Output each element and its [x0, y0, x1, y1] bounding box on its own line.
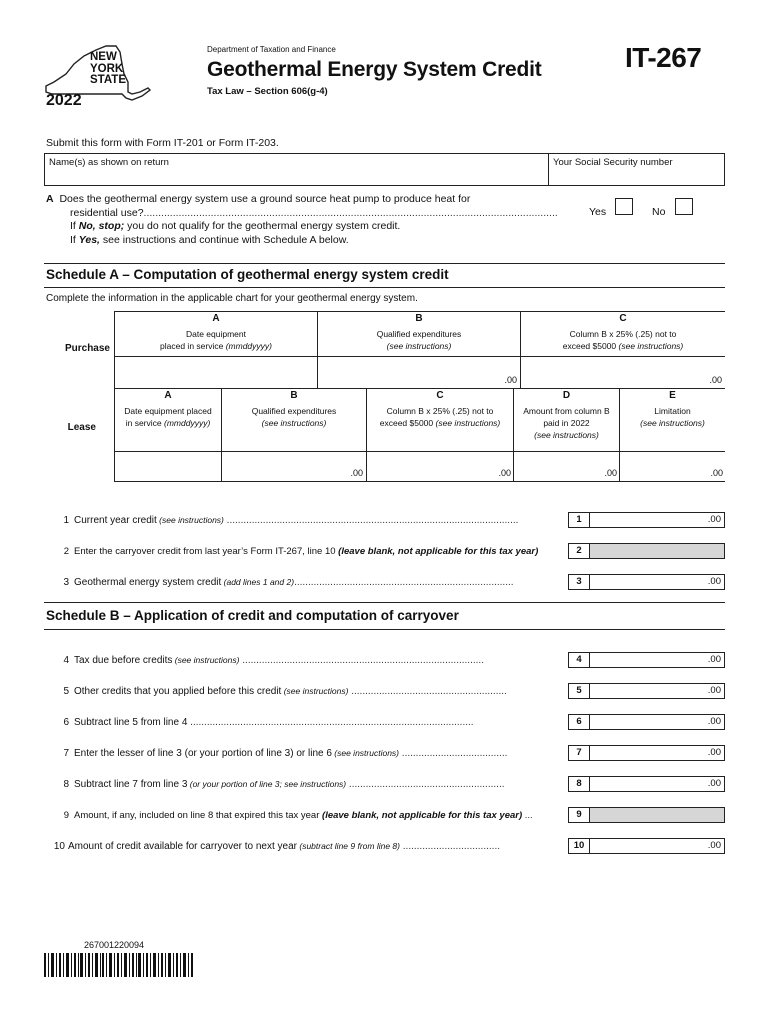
form-number: IT-267	[625, 42, 702, 73]
purchase-expenditures-cents: .00	[504, 375, 517, 385]
if-yes-bold: Yes,	[78, 233, 100, 246]
line-9-text	[53, 810, 533, 821]
line-1-amount-field[interactable]: .00	[590, 512, 725, 528]
purchase-col-a-line2: placed in service	[160, 341, 224, 351]
if-yes-text: see instructions and continue with Schedule A below.	[99, 233, 349, 246]
barcode-icon	[44, 953, 194, 977]
line-8-amount-field[interactable]: .00	[590, 776, 725, 792]
line-3-amount-field[interactable]: .00	[590, 574, 725, 590]
line-5-note: (see instructions)	[281, 686, 349, 696]
lease-limitation-cents: .00	[710, 468, 723, 478]
logo-line-state: STATE	[90, 74, 126, 86]
yes-checkbox[interactable]	[615, 198, 633, 215]
schedule-b-title: Schedule B – Application of credit and computation of carryover	[46, 608, 459, 623]
lease-expenditures-cents: .00	[350, 468, 363, 478]
lease-col-divider-4	[619, 389, 620, 482]
lease-row-label: Lease	[67, 422, 96, 433]
question-a-dots: ..............................................................................................................................................	[143, 206, 558, 219]
lease-credit-cents: .00	[498, 468, 511, 478]
lease-col-b-line1: Qualified expenditures	[251, 406, 337, 416]
submit-instruction: Submit this form with Form IT-201 or Form IT-203.	[46, 137, 279, 149]
question-a-text1: Does the geothermal energy system use a ground source heat pump to produce heat for	[59, 193, 471, 205]
line-7-box-number: 7	[568, 745, 590, 761]
line-5-num: 5	[63, 686, 69, 697]
line-7-text	[53, 748, 507, 759]
line-3-label: Geothermal energy system credit	[74, 577, 222, 588]
lease-col-c-header	[367, 405, 513, 429]
lease-col-e-note: (see instructions)	[640, 418, 705, 428]
line-6-box-number: 6	[568, 714, 590, 730]
line-8-dots: ........................................................	[346, 779, 505, 790]
lease-col-divider-2	[366, 389, 367, 482]
line-9-note: (leave blank, not applicable for this tax year)	[319, 810, 523, 821]
lease-col-c-line1: Column B x 25% (.25) not to	[386, 406, 494, 416]
lease-col-d-letter: D	[562, 390, 571, 401]
lease-col-b-letter: B	[290, 390, 298, 401]
lease-col-a-line1: Date equipment placed	[124, 406, 212, 416]
if-no-lead: If	[70, 220, 79, 232]
line-4-text	[53, 655, 484, 666]
line-4-num: 4	[63, 655, 69, 666]
line-7-dots: ......................................	[399, 748, 508, 759]
line-6-dots: ......................................................................................................	[187, 717, 474, 728]
purchase-col-b-header	[318, 328, 520, 352]
barcode-number: 267001220094	[84, 940, 145, 950]
line-4-amount-field[interactable]: .00	[590, 652, 725, 668]
question-a-text2: residential use?	[70, 206, 144, 219]
line-4-box-number: 4	[568, 652, 590, 668]
purchase-col-c-line2: exceed $5000	[562, 341, 617, 351]
lease-col-c-note: (see instructions)	[435, 418, 501, 428]
lease-col-c-line2: exceed $5000	[379, 418, 434, 428]
line-9-box-number: 9	[568, 807, 590, 823]
lease-col-d-line2: paid in 2022	[543, 418, 590, 428]
taxpayer-info-box	[44, 153, 725, 186]
line-9-dots: ...	[522, 810, 533, 821]
purchase-credit-cents: .00	[709, 375, 722, 385]
line-10-dots: ...................................	[399, 841, 501, 852]
purchase-top-line	[114, 311, 725, 312]
purchase-col-b-note: (see instructions)	[386, 341, 452, 351]
ssn-field[interactable]	[551, 168, 723, 185]
lease-left-line	[114, 389, 115, 482]
tax-law-section: Tax Law – Section 606(g-4)	[207, 86, 328, 97]
logo-line-new: NEW	[90, 51, 117, 63]
lease-col-a-header	[115, 405, 221, 429]
line-4-note: (see instructions)	[172, 655, 240, 665]
lease-bottom-line	[114, 481, 725, 482]
line-7-label: Enter the lesser of line 3 (or your portion of line 3) or line 6	[74, 748, 332, 759]
line-10-text	[47, 841, 500, 852]
lease-col-a-note: (mmddyyyy)	[164, 418, 211, 428]
purchase-table	[44, 311, 725, 389]
line-10-num: 10	[53, 841, 65, 852]
line-8-num: 8	[63, 779, 69, 790]
no-checkbox[interactable]	[675, 198, 693, 215]
form-year: 2022	[46, 92, 82, 109]
yes-label: Yes	[589, 206, 607, 218]
schedule-a-top-rule	[44, 263, 725, 264]
purchase-col-a-line1: Date equipment	[185, 329, 246, 339]
line-4-label: Tax due before credits	[74, 655, 173, 666]
line-1-note: (see instructions)	[156, 515, 224, 525]
name-ssn-divider	[548, 154, 549, 185]
lease-col-e-header	[620, 405, 725, 429]
line-3-note: (add lines 1 and 2)	[221, 577, 295, 587]
lease-col-b-header	[222, 405, 366, 429]
line-3-dots: ...............................................................................	[294, 577, 514, 588]
logo-text	[90, 52, 126, 87]
lease-col-d-note: (see instructions)	[534, 430, 599, 440]
line-2-text	[53, 546, 538, 557]
line-7-num: 7	[63, 748, 69, 759]
name-field[interactable]	[47, 168, 545, 185]
purchase-col-a-note: (mmddyyyy)	[225, 341, 272, 351]
line-6-label: Subtract line 5 from line 4	[74, 717, 188, 728]
line-7-note: (see instructions)	[331, 748, 400, 758]
schedule-a-subtitle: Complete the information in the applicable chart for your geothermal energy system.	[46, 293, 418, 304]
line-9-amount-field	[590, 807, 725, 823]
schedule-a-title: Schedule A – Computation of geothermal energy system credit	[46, 267, 449, 282]
schedule-b-bottom-rule	[44, 629, 725, 630]
if-yes-lead: If	[70, 233, 79, 246]
line-3-box-number: 3	[568, 574, 590, 590]
line-5-box-number: 5	[568, 683, 590, 699]
lease-table	[44, 389, 725, 482]
if-no-bold: No, stop;	[78, 220, 125, 232]
lease-col-e-letter: E	[669, 390, 676, 401]
form-title: Geothermal Energy System Credit	[207, 58, 542, 81]
ssn-label: Your Social Security number	[553, 157, 673, 168]
line-2-num: 2	[63, 546, 69, 557]
purchase-col-c-line1: Column B x 25% (.25) not to	[569, 329, 677, 339]
purchase-col-b-letter: B	[415, 313, 423, 324]
lease-col-d-header	[514, 405, 619, 441]
lease-col-c-letter: C	[436, 390, 444, 401]
line-5-text	[53, 686, 507, 697]
line-6-num: 6	[63, 717, 69, 728]
line-6-amount-field[interactable]: .00	[590, 714, 725, 730]
line-1-text	[53, 515, 518, 526]
schedule-a-bottom-rule	[44, 287, 725, 288]
line-9-num: 9	[63, 810, 69, 821]
lease-col-e-line1: Limitation	[654, 406, 691, 416]
line-8-label: Subtract line 7 from line 3	[74, 779, 188, 790]
lease-col-divider-1	[221, 389, 222, 482]
line-8-box-number: 8	[568, 776, 590, 792]
lease-col-a-line2: in service	[125, 418, 162, 428]
question-a-letter: A	[46, 193, 54, 205]
line-7-amount-field[interactable]: .00	[590, 745, 725, 761]
line-10-note: (subtract line 9 from line 8)	[297, 841, 400, 851]
purchase-mid-line	[114, 356, 725, 357]
lease-date-field[interactable]	[116, 453, 220, 480]
nys-logo	[44, 42, 154, 112]
schedule-b-top-rule	[44, 602, 725, 603]
line-4-dots: .......................................................................................	[239, 655, 484, 666]
lease-paid-cents: .00	[604, 468, 617, 478]
line-1-box-number: 1	[568, 512, 590, 528]
barcode-image	[44, 953, 194, 977]
line-3-text	[53, 577, 514, 588]
lease-col-b-note: (see instructions)	[261, 418, 327, 428]
line-10-label: Amount of credit available for carryover to next year	[68, 841, 297, 852]
if-no-text: you do not qualify for the geothermal energy system credit.	[124, 220, 401, 232]
line-9-label: Amount, if any, included on line 8 that expired this tax year	[74, 810, 320, 821]
purchase-col-c-letter: C	[619, 313, 627, 324]
line-5-amount-field[interactable]: .00	[590, 683, 725, 699]
line-1-num: 1	[63, 515, 69, 526]
purchase-date-field[interactable]	[116, 358, 315, 386]
purchase-col-b-line1: Qualified expenditures	[376, 329, 462, 339]
line-2-note: (leave blank, not applicable for this tax year)	[335, 546, 539, 557]
line-5-label: Other credits that you applied before this credit	[74, 686, 282, 697]
logo-line-york: YORK	[90, 62, 124, 75]
line-10-box-number: 10	[568, 838, 590, 854]
purchase-col-a-header	[115, 328, 317, 352]
purchase-col-c-header	[521, 328, 725, 352]
line-5-dots: ........................................................	[348, 686, 507, 697]
purchase-col-c-note: (see instructions)	[618, 341, 684, 351]
line-2-label: Enter the carryover credit from last year’s Form IT-267, line 10	[74, 546, 336, 557]
line-2-box-number: 2	[568, 543, 590, 559]
line-8-text	[53, 779, 505, 790]
line-8-note: (or your portion of line 3; see instructions)	[187, 779, 347, 789]
lease-col-a-letter: A	[164, 390, 172, 401]
lease-mid-line	[114, 451, 725, 452]
lease-col-d-line1: Amount from column B	[523, 406, 610, 416]
purchase-col-a-letter: A	[212, 313, 220, 324]
line-2-amount-field	[590, 543, 725, 559]
purchase-row-label: Purchase	[64, 343, 110, 354]
line-3-num: 3	[63, 577, 69, 588]
line-1-dots: .........................................................................................................	[223, 515, 519, 526]
name-label: Name(s) as shown on return	[49, 157, 169, 168]
department-name: Department of Taxation and Finance	[207, 45, 336, 54]
line-1-label: Current year credit	[74, 515, 157, 526]
no-label: No	[652, 206, 666, 218]
line-6-text	[53, 717, 474, 728]
line-10-amount-field[interactable]: .00	[590, 838, 725, 854]
